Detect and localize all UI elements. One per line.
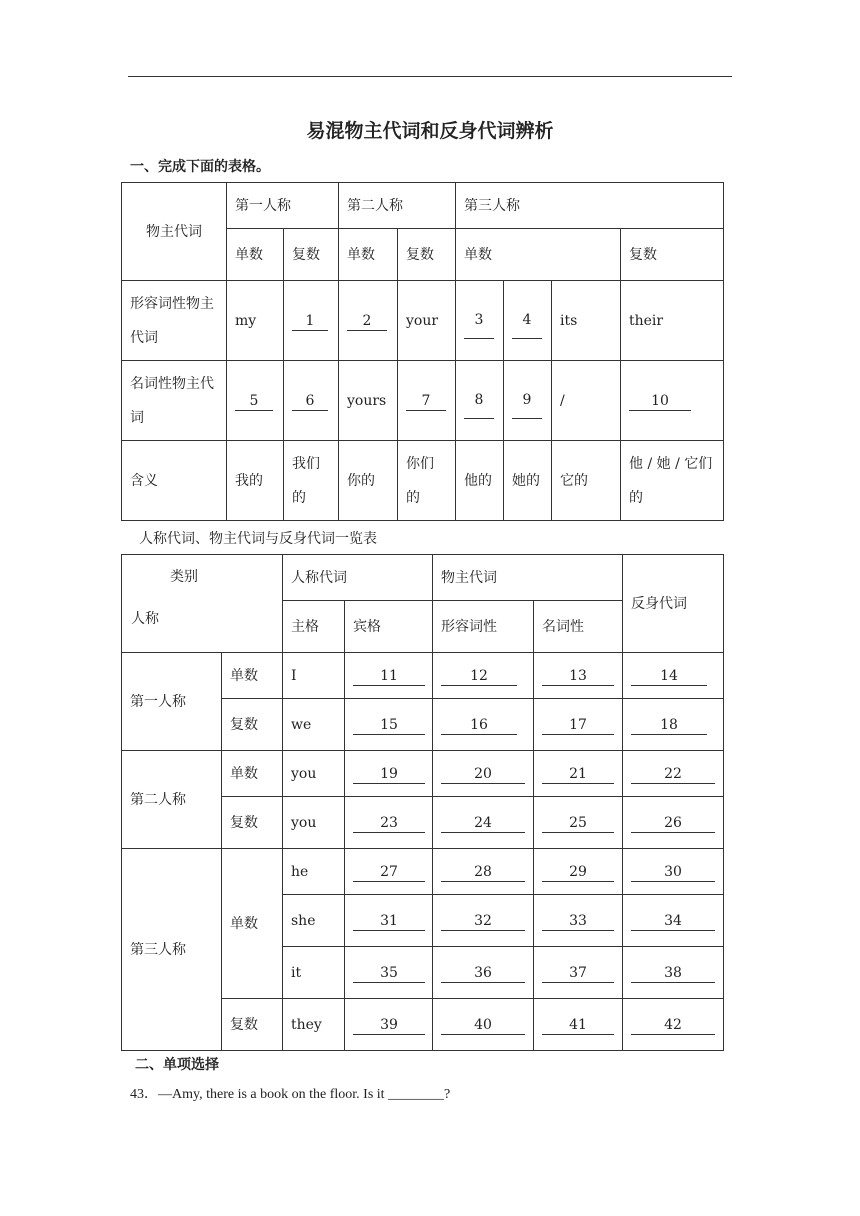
blank-cell[interactable] — [623, 895, 724, 947]
answer-blank[interactable]: 27 — [353, 864, 425, 882]
blank-cell[interactable] — [345, 751, 433, 797]
number-header: 复数 — [621, 229, 724, 281]
reflexive-header: 反身代词 — [623, 555, 724, 653]
answer-blank[interactable]: 38 — [631, 965, 715, 983]
blank-cell[interactable] — [433, 895, 534, 947]
answer-blank[interactable]: 7 — [406, 393, 446, 411]
answer-blank[interactable]: 39 — [353, 1017, 425, 1035]
blank-cell[interactable] — [623, 797, 724, 849]
subject-pronoun: you — [283, 797, 345, 849]
meaning-row-label: 含义 — [122, 441, 227, 521]
section-1-heading: 一、完成下面的表格。 — [130, 159, 270, 175]
blank-cell[interactable] — [345, 947, 433, 999]
number-header: 复数 — [398, 229, 456, 281]
blank-cell[interactable] — [534, 947, 623, 999]
blank-cell[interactable] — [345, 653, 433, 699]
blank-cell[interactable] — [227, 361, 284, 441]
answer-blank[interactable]: 5 — [235, 393, 273, 411]
answer-blank[interactable]: 29 — [542, 864, 614, 882]
answer-blank[interactable]: 6 — [292, 393, 328, 411]
blank-cell[interactable] — [623, 999, 724, 1051]
subject-pronoun: it — [283, 947, 345, 999]
person-label: 第一人称 — [122, 653, 222, 751]
objective-header: 宾格 — [345, 601, 433, 653]
blank-cell[interactable] — [623, 653, 724, 699]
answer-blank[interactable]: 28 — [441, 864, 525, 882]
answer-blank[interactable]: 21 — [542, 766, 614, 784]
blank-cell[interactable] — [623, 699, 724, 751]
cell-text: their — [621, 281, 724, 361]
person-label: 第二人称 — [122, 751, 222, 849]
number-header: 复数 — [284, 229, 339, 281]
answer-blank[interactable]: 26 — [631, 815, 715, 833]
blank-cell[interactable] — [345, 849, 433, 895]
blank-cell[interactable] — [534, 999, 623, 1051]
subject-pronoun: he — [283, 849, 345, 895]
subject-pronoun: I — [283, 653, 345, 699]
number-label: 复数 — [222, 999, 283, 1051]
subject-pronoun: we — [283, 699, 345, 751]
answer-blank[interactable]: 41 — [542, 1017, 614, 1035]
person-header-3: 第三人称 — [456, 183, 724, 229]
cell-text: my — [227, 281, 284, 361]
answer-blank[interactable]: 13 — [542, 668, 614, 686]
answer-blank[interactable]: 40 — [441, 1017, 525, 1035]
answer-blank[interactable]: 37 — [542, 965, 614, 983]
cell-text: its — [552, 281, 621, 361]
blank-cell[interactable] — [623, 849, 724, 895]
blank-cell[interactable] — [504, 361, 552, 441]
answer-blank[interactable]: 15 — [353, 717, 425, 735]
meaning-cell: 他 / 她 / 它们的 — [621, 441, 724, 521]
blank-cell[interactable] — [623, 751, 724, 797]
answer-blank[interactable]: 31 — [353, 913, 425, 931]
answer-blank[interactable]: 8 — [464, 383, 494, 419]
answer-blank[interactable]: 12 — [441, 668, 517, 686]
answer-blank[interactable]: 4 — [512, 303, 542, 339]
number-header: 单数 — [339, 229, 398, 281]
corner-top-label: 类别 — [170, 569, 198, 585]
blank-cell[interactable] — [534, 849, 623, 895]
cell-text: yours — [339, 361, 398, 441]
meaning-cell: 你的 — [339, 441, 398, 521]
blank-cell[interactable] — [504, 281, 552, 361]
number-label: 单数 — [222, 849, 283, 999]
nominative-header: 主格 — [283, 601, 345, 653]
answer-blank[interactable]: 33 — [542, 913, 614, 931]
blank-cell[interactable] — [433, 751, 534, 797]
possessive-header: 物主代词 — [433, 555, 623, 601]
cell-text: your — [398, 281, 456, 361]
answer-blank[interactable]: 17 — [542, 717, 614, 735]
person-label: 第三人称 — [122, 849, 222, 1051]
table2-caption: 人称代词、物主代词与反身代词一览表 — [139, 531, 377, 547]
answer-blank[interactable]: 16 — [441, 717, 517, 735]
answer-blank[interactable]: 24 — [441, 815, 525, 833]
number-label: 复数 — [222, 699, 283, 751]
blank-cell[interactable] — [339, 281, 398, 361]
cell-text: / — [552, 361, 621, 441]
answer-blank[interactable]: 34 — [631, 913, 715, 931]
blank-cell[interactable] — [433, 999, 534, 1051]
answer-blank[interactable]: 19 — [353, 766, 425, 784]
section-2-heading: 二、单项选择 — [135, 1057, 219, 1073]
corner-cell — [122, 555, 283, 653]
page-title: 易混物主代词和反身代词辨析 — [306, 120, 554, 142]
meaning-cell: 她的 — [504, 441, 552, 521]
meaning-cell: 它的 — [552, 441, 621, 521]
answer-blank[interactable]: 11 — [353, 668, 425, 686]
blank-cell[interactable] — [433, 797, 534, 849]
answer-blank[interactable]: 2 — [347, 313, 387, 331]
header-rule — [128, 76, 732, 77]
answer-blank[interactable]: 23 — [353, 815, 425, 833]
blank-cell[interactable] — [284, 361, 339, 441]
blank-cell[interactable] — [534, 895, 623, 947]
blank-cell[interactable] — [534, 699, 623, 751]
answer-blank[interactable]: 14 — [631, 668, 707, 686]
pronoun-overview-table — [121, 554, 724, 1051]
person-header-2: 第二人称 — [339, 183, 456, 229]
blank-cell[interactable] — [534, 797, 623, 849]
adj-row-label: 形容词性物主代词 — [122, 281, 227, 361]
meaning-cell: 我的 — [227, 441, 284, 521]
possessive-table — [121, 182, 724, 521]
blank-cell[interactable] — [345, 999, 433, 1051]
answer-blank[interactable]: 18 — [631, 717, 707, 735]
question-43: 43．—Amy, there is a book on the floor. Is it ________? — [130, 1087, 451, 1102]
answer-blank[interactable]: 22 — [631, 766, 715, 784]
adjectival-header: 形容词性 — [433, 601, 534, 653]
blank-cell[interactable] — [345, 699, 433, 751]
meaning-cell: 你们的 — [398, 441, 456, 521]
answer-blank[interactable]: 32 — [441, 913, 525, 931]
answer-blank[interactable]: 9 — [512, 383, 542, 419]
subject-pronoun: they — [283, 999, 345, 1051]
blank-cell[interactable] — [345, 895, 433, 947]
number-header: 单数 — [227, 229, 284, 281]
subject-pronoun: you — [283, 751, 345, 797]
meaning-cell: 我们的 — [284, 441, 339, 521]
meaning-cell: 他的 — [456, 441, 504, 521]
number-header: 单数 — [456, 229, 621, 281]
nominal-header: 名词性 — [534, 601, 623, 653]
blank-cell[interactable] — [284, 281, 339, 361]
answer-blank[interactable]: 42 — [631, 1017, 715, 1035]
blank-cell[interactable] — [456, 281, 504, 361]
row-header-cell: 物主代词 — [122, 183, 227, 281]
number-label: 单数 — [222, 653, 283, 699]
blank-cell[interactable] — [534, 653, 623, 699]
blank-cell[interactable] — [621, 361, 724, 441]
blank-cell[interactable] — [345, 797, 433, 849]
noun-row-label: 名词性物主代词 — [122, 361, 227, 441]
blank-cell[interactable] — [534, 751, 623, 797]
blank-cell[interactable] — [433, 947, 534, 999]
answer-blank[interactable]: 30 — [631, 864, 715, 882]
answer-blank[interactable]: 36 — [441, 965, 525, 983]
personal-header: 人称代词 — [283, 555, 433, 601]
answer-blank[interactable]: 20 — [441, 766, 525, 784]
answer-blank[interactable]: 3 — [464, 303, 494, 339]
answer-blank[interactable]: 1 — [292, 313, 328, 331]
blank-cell[interactable] — [398, 361, 456, 441]
number-label: 复数 — [222, 797, 283, 849]
answer-blank[interactable]: 25 — [542, 815, 614, 833]
blank-cell[interactable] — [433, 699, 534, 751]
corner-bottom-label: 人称 — [131, 611, 159, 627]
blank-cell[interactable] — [456, 361, 504, 441]
person-header-1: 第一人称 — [227, 183, 339, 229]
number-label: 单数 — [222, 751, 283, 797]
subject-pronoun: she — [283, 895, 345, 947]
blank-cell[interactable] — [433, 849, 534, 895]
blank-cell[interactable] — [623, 947, 724, 999]
answer-blank[interactable]: 10 — [629, 393, 691, 411]
blank-cell[interactable] — [433, 653, 534, 699]
answer-blank[interactable]: 35 — [353, 965, 425, 983]
